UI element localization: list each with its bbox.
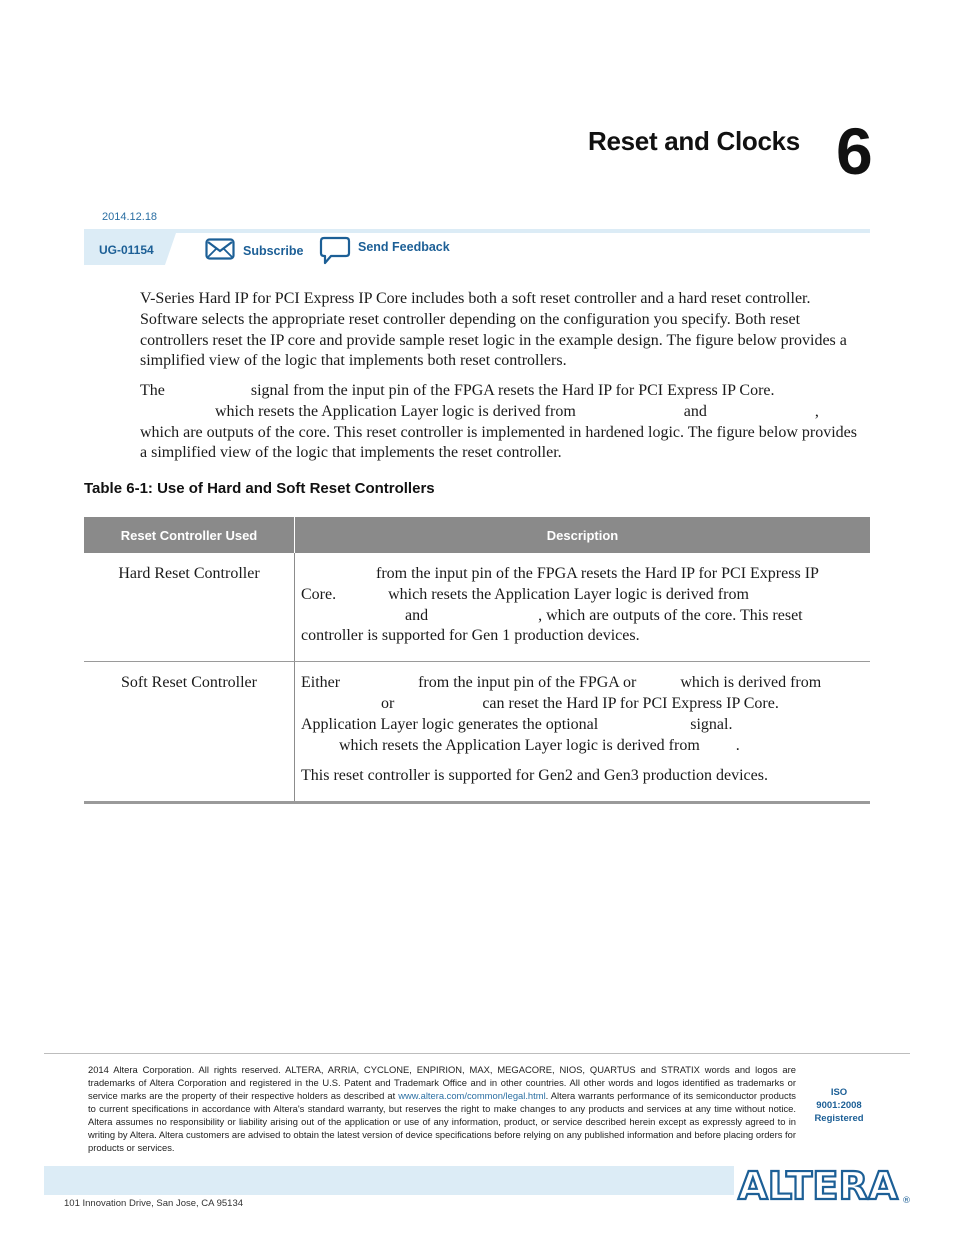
r1-text-c: and [405, 606, 429, 624]
svg-text:®: ® [902, 1196, 911, 1205]
legal-notice [88, 1063, 796, 1154]
iso-line-3: Registered [814, 1113, 864, 1124]
table-row [84, 662, 870, 803]
table-row [84, 553, 870, 662]
row-name: Hard Reset Controller [84, 553, 295, 662]
r2-text-h: . [735, 736, 740, 754]
legal-text: 2014 Altera Corporation. All rights reserved. ALTERA, ARRIA, CYCLONE, ENPIRION, MAX, MEGACORE, NIOS, QUARTUS and STRATIX words and logos are trademarks of Altera Corporation and registered in the U.S. Patent and Trademark Office and in other countries. All other words and logos identified as trademarks or service marks are the property of their respective holders as described at [88, 1064, 796, 1101]
p2-text-e: , [814, 402, 819, 420]
p2-text-b: signal from the input pin of the FPGA resets the Hard IP for PCI Express IP Core. [250, 382, 775, 399]
p2-text-c: which resets the Application Layer logic is derived from [215, 402, 576, 420]
iso-line-1: ISO [830, 1087, 848, 1098]
legal-text-2: . Altera warrants performance of its semiconductor products to current specifications in accordance with Altera's standard warranty, but reserves the right to make changes to any products and services at any time without notice. Altera assumes no responsibility or liability arising out of the application or use of any information, product, or service described herein except as expressly agreed to in writing by Altera. Altera customers are advised to obtain the latest version of device specifications before relying on any published information and before placing orders for products or services. [88, 1090, 796, 1153]
altera-logo-text: ALTERA [738, 1164, 899, 1205]
r2-text-f: signal. [690, 715, 733, 733]
speech-bubble-icon[interactable] [319, 236, 351, 266]
doc-date: 2014.12.18 [102, 211, 158, 223]
envelope-icon[interactable] [205, 238, 235, 260]
chapter-number: 6 [836, 114, 873, 188]
header-description: Description [295, 517, 871, 553]
id-band-rule [84, 229, 870, 233]
row-description [295, 662, 871, 803]
r2-paragraph-2: This reset controller is supported for Gen2 and Gen3 production devices. [301, 767, 768, 785]
p2-text-a: The [140, 382, 165, 399]
p2-text-f: which are outputs of the core. This reset controller is implemented in hardened logic. The figure below provides a simplified view of the logic that implements the reset controller. [140, 423, 857, 462]
chapter-title: Reset and Clocks [588, 126, 800, 156]
legal-link[interactable]: www.altera.com/common/legal.html [398, 1090, 546, 1101]
r1-text-b: which resets the Application Layer logic is derived from [388, 585, 749, 603]
footer-address: 101 Innovation Drive, San Jose, CA 95134 [64, 1198, 244, 1209]
table-caption: Table 6-1: Use of Hard and Soft Reset Controllers [84, 480, 435, 497]
r1-text-a: from the input pin of the FPGA resets the Hard IP for PCI Express IP Core. [301, 565, 819, 603]
footer-rule [44, 1053, 910, 1054]
iso-line-2: 9001:2008 [816, 1100, 862, 1111]
row-description [295, 553, 871, 662]
intro-paragraph: V-Series Hard IP for PCI Express IP Core includes both a soft reset controller and a hard reset controller. Software selects the appropriate reset controller depending on the configuration you specify. Both reset controllers reset the IP core and provide sample reset logic in the example design. The figure below provides a simplified view of the logic that implements both reset controllers. [140, 290, 847, 370]
altera-logo [734, 1163, 914, 1205]
header-reset-controller: Reset Controller Used [84, 517, 295, 553]
row-name: Soft Reset Controller [84, 662, 295, 803]
reset-controllers-table [84, 517, 870, 804]
r2-text-g: which resets the Application Layer logic is derived from [339, 736, 700, 754]
doc-id-band [84, 229, 870, 265]
doc-id: UG-01154 [99, 243, 154, 257]
subscribe-link[interactable]: Subscribe [243, 244, 304, 258]
send-feedback-link[interactable]: Send Feedback [358, 240, 450, 254]
r2-text-b: from the input pin of the FPGA or [418, 674, 637, 692]
r2-text-e: can reset the Hard IP for PCI Express IP Core. Application Layer logic generates the optional [301, 694, 779, 733]
r2-text-a: Either [301, 674, 341, 692]
hard-reset-paragraph [140, 381, 865, 464]
r2-text-c: which is derived from [680, 674, 822, 692]
r2-text-d: or [381, 694, 395, 712]
p2-text-d: and [683, 402, 707, 420]
r1-text-d: , which are outputs of the core. This reset controller is supported for Gen 1 production devices. [301, 606, 803, 645]
iso-registration [806, 1086, 872, 1125]
